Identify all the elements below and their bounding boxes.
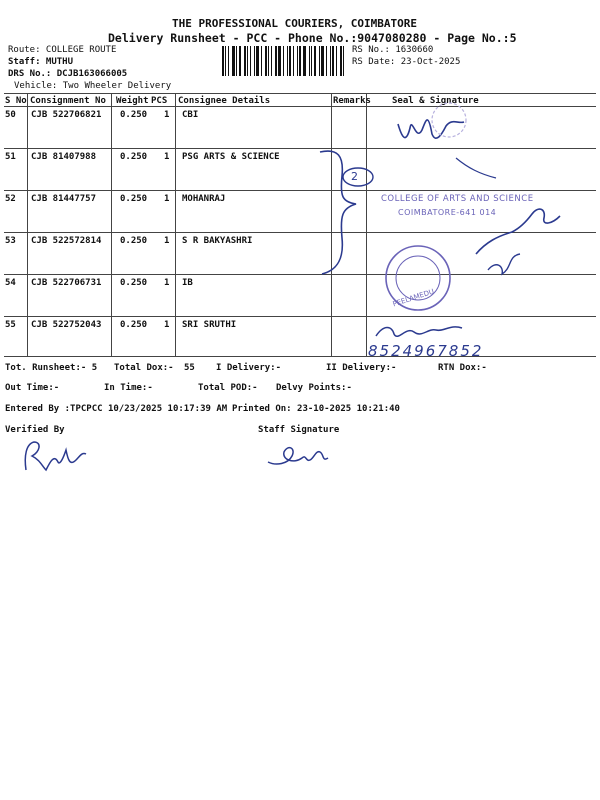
header-sno: S No (5, 96, 27, 106)
faint-stamp-row-50 (420, 100, 478, 140)
round-seal-stamp (376, 242, 460, 314)
barcode-bar (343, 46, 344, 76)
table-bottom-rule (4, 356, 596, 357)
signature-row-52-53 (468, 198, 568, 282)
drs-number: DRS No.: DCJB163066005 (8, 69, 128, 79)
row-consignment: CJB 522706731 (31, 278, 102, 288)
total-runsheet: Tot. Runsheet:- 5 (5, 363, 98, 373)
column-rule (27, 93, 28, 356)
barcode-bar (326, 46, 327, 76)
barcode-bar (239, 46, 241, 76)
barcode-bar (228, 46, 229, 76)
total-dox-label: Total Dox:- (114, 363, 174, 373)
barcode-bar (319, 46, 320, 76)
row-weight: 0.250 (120, 110, 148, 120)
barcode-bar (283, 46, 284, 76)
barcode-bar (330, 46, 331, 76)
barcode-bar (275, 46, 277, 76)
in-time: In Time:- (104, 383, 153, 393)
row-rule (4, 148, 596, 149)
barcode-bar (309, 46, 310, 76)
barcode-bar (222, 46, 224, 76)
barcode-bar (244, 46, 246, 76)
barcode-bar (340, 46, 342, 76)
tick-mark-row-51 (452, 150, 502, 184)
staff-label: Staff: MUTHU (8, 57, 74, 67)
barcode-bar (261, 46, 262, 76)
header-consignee: Consignee Details (178, 96, 271, 106)
barcode-bar (299, 46, 301, 76)
row-pcs: 1 (164, 278, 170, 288)
vehicle-label: Vehicle: Two Wheeler Delivery (14, 81, 172, 91)
header-consignment: Consignment No (30, 96, 106, 106)
row-consignee: IB (182, 278, 193, 288)
staff-signature-label: Staff Signature (258, 425, 340, 435)
barcode-bar (289, 46, 291, 76)
circled-number: 2 (351, 170, 358, 183)
barcode-bar (225, 46, 226, 76)
barcode-bar (265, 46, 267, 76)
row-consignee: MOHANRAJ (182, 194, 226, 204)
row-consignment: CJB 81447757 (31, 194, 97, 204)
barcode-bar (332, 46, 334, 76)
verified-by-label: Verified By (5, 425, 65, 435)
barcode-bar (314, 46, 316, 76)
row-weight: 0.250 (120, 236, 148, 246)
row-pcs: 1 (164, 152, 170, 162)
round-seal-text: PEELAMEDU (391, 287, 436, 309)
barcode-bar (303, 46, 306, 76)
row-consignee: SRI SRUTHI (182, 320, 237, 330)
rtn-dox: RTN Dox:- (438, 363, 487, 373)
row-consignment: CJB 522572814 (31, 236, 102, 246)
barcode-bar (250, 46, 251, 76)
second-delivery: II Delivery:- (326, 363, 397, 373)
company-name: THE PROFESSIONAL COURIERS, COIMBATORE (172, 17, 418, 30)
circle-mark (340, 164, 376, 190)
barcode-bar (232, 46, 235, 76)
table-top-rule (4, 93, 596, 94)
barcode-bar (236, 46, 237, 76)
row-consignee: S R BAKYASHRI (182, 236, 253, 246)
row-sno: 54 (5, 278, 16, 288)
row-weight: 0.250 (120, 152, 148, 162)
row-consignment: CJB 522706821 (31, 110, 102, 120)
delvy-points: Delvy Points:- (276, 383, 352, 393)
verified-by-signature (20, 436, 92, 476)
row-consignee: CBI (182, 110, 199, 120)
barcode-bar (293, 46, 294, 76)
barcode-bar (278, 46, 281, 76)
row-pcs: 1 (164, 236, 170, 246)
barcode-bar (256, 46, 259, 76)
barcode-bar (247, 46, 248, 76)
out-time: Out Time:- (5, 383, 60, 393)
row-consignment: CJB 522752043 (31, 320, 102, 330)
staff-signature (262, 436, 334, 470)
row-sno: 51 (5, 152, 16, 162)
barcode-bar (336, 46, 337, 76)
row-weight: 0.250 (120, 194, 148, 204)
row-pcs: 1 (164, 320, 170, 330)
college-stamp-line1: COLLEGE OF ARTS AND SCIENCE (381, 194, 534, 204)
handwritten-phone: 8524967852 (368, 342, 484, 360)
barcode-bar (254, 46, 255, 76)
column-rule (175, 93, 176, 356)
barcode (222, 46, 348, 76)
row-sno: 50 (5, 110, 16, 120)
route-label: Route: COLLEGE ROUTE (8, 45, 117, 55)
entered-by: Entered By :TPCPCC 10/23/2025 10:17:39 AM (5, 404, 228, 414)
college-stamp-line2: COIMBATORE-641 014 (398, 208, 497, 217)
first-delivery: I Delivery:- (216, 363, 282, 373)
row-weight: 0.250 (120, 278, 148, 288)
barcode-bar (287, 46, 288, 76)
row-sno: 52 (5, 194, 16, 204)
printed-on: Printed On: 23-10-2025 10:21:40 (232, 404, 400, 414)
header-weight: Weight (116, 96, 149, 106)
rs-number: RS No.: 1630660 (352, 45, 434, 55)
header-seal-signature: Seal & Signature (392, 96, 479, 106)
row-rule (4, 316, 596, 317)
row-consignee: PSG ARTS & SCIENCE (182, 152, 280, 162)
row-consignment: CJB 81407988 (31, 152, 97, 162)
barcode-bar (297, 46, 298, 76)
total-dox-value: 55 (184, 363, 195, 373)
table-header-rule (4, 106, 596, 107)
row-rule (4, 190, 596, 191)
row-sno: 53 (5, 236, 16, 246)
rs-date: RS Date: 23-Oct-2025 (352, 57, 461, 67)
total-pod: Total POD:- (198, 383, 258, 393)
barcode-bar (271, 46, 272, 76)
row-sno: 55 (5, 320, 16, 330)
column-rule (111, 93, 112, 356)
header-remarks: Remarks (333, 96, 371, 106)
barcode-bar (311, 46, 312, 76)
header-pcs: PCS (151, 96, 168, 106)
row-weight: 0.250 (120, 320, 148, 330)
runsheet-title: Delivery Runsheet - PCC - Phone No.:9047080280 - Page No.:5 (108, 31, 517, 45)
row-pcs: 1 (164, 110, 170, 120)
barcode-bar (268, 46, 269, 76)
barcode-bar (321, 46, 324, 76)
row-pcs: 1 (164, 194, 170, 204)
